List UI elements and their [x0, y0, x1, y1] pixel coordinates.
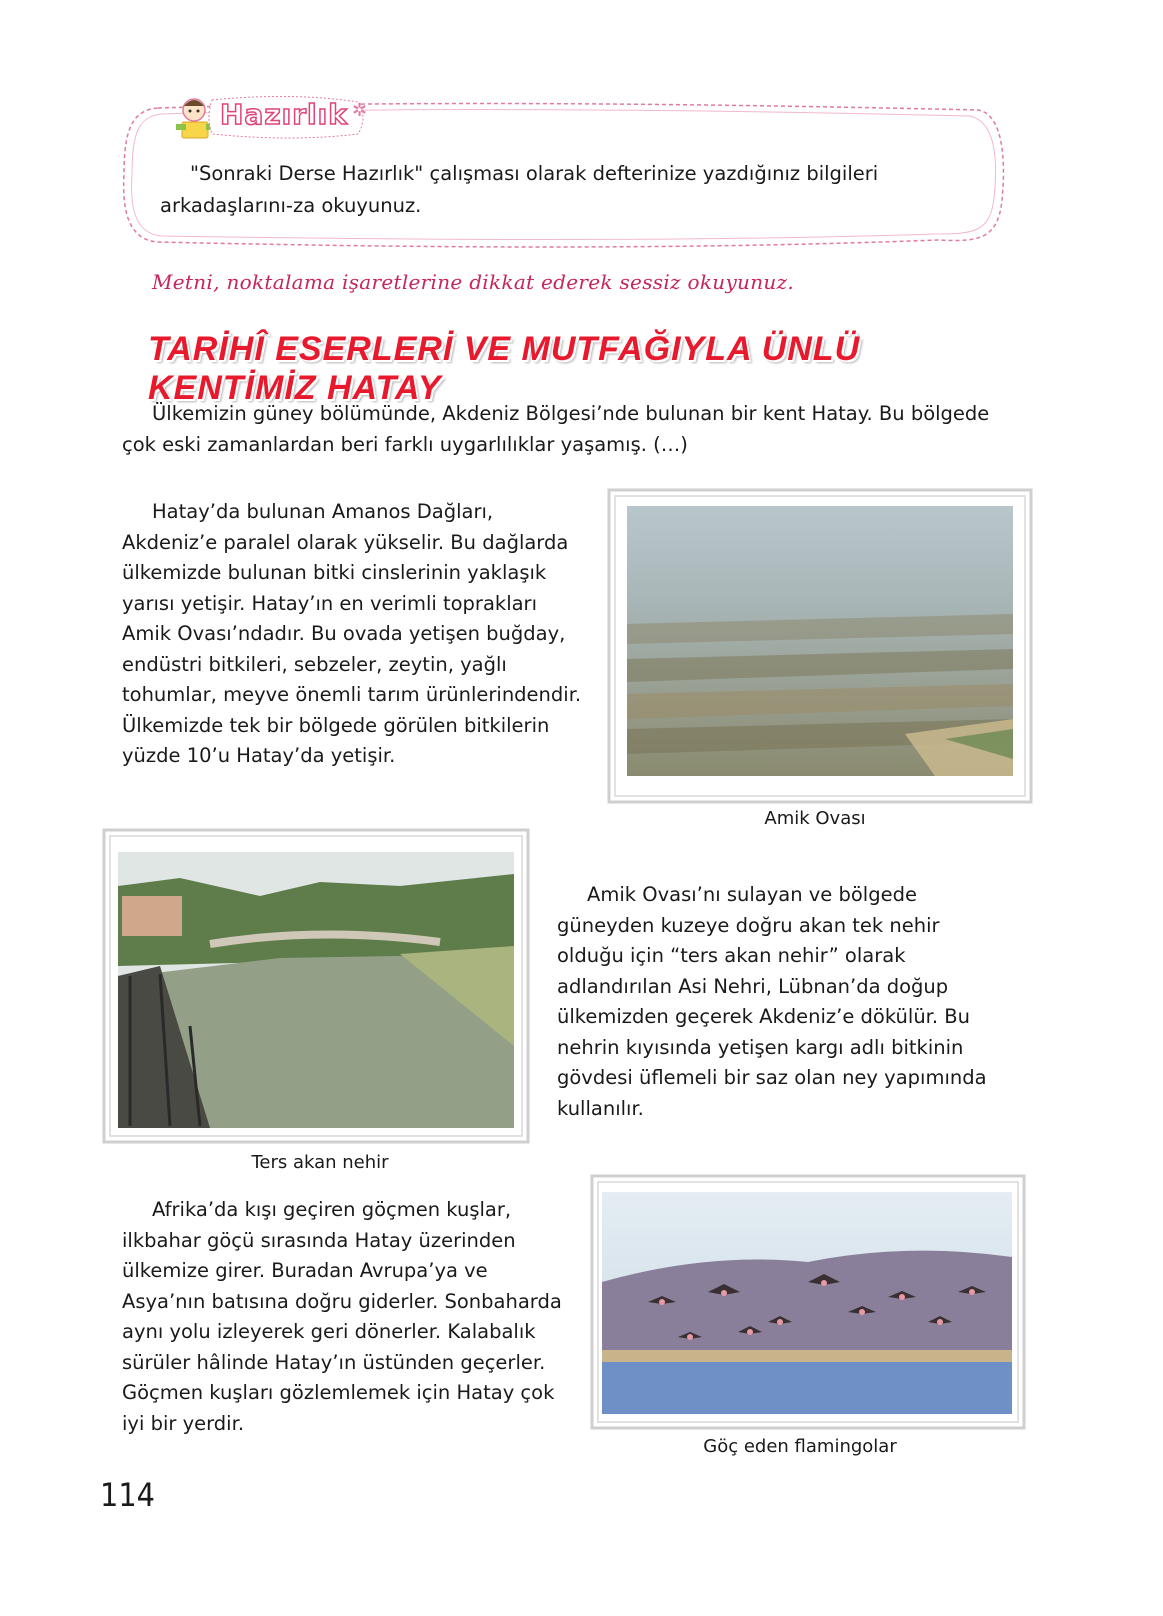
- page-title: TARİHÎ ESERLERİ VE MUTFAĞIYLA ÜNLÜ KENTİMİZ HATAY: [148, 330, 861, 407]
- reading-instruction: Metni, noktalama işaretlerine dikkat ederek sessiz okuyunuz.: [152, 270, 795, 294]
- sparkle-icon: ✲: [352, 100, 368, 121]
- paragraph-intro: Ülkemizin güney bölümünde, Akdeniz Bölgesi’nde bulunan bir kent Hatay. Bu bölgede çok eski zamanlardan beri farklı uygarlılıklar yaşamış. (…): [122, 402, 990, 456]
- caption-asi-river: Ters akan nehir: [251, 1152, 389, 1173]
- paragraph-migrating-birds: Afrika’da kışı geçiren göçmen kuşlar, ilkbahar göçü sırasında Hatay üzerinden ülkemize girer. Buradan Avrupa’ya ve Asya’nın batısına doğru giderler. Sonbaharda aynı yolu izleyerek geri dönerler. Kalabalık sürüler hâlinde Hatay’ın üstünden geçerler. Göçmen kuşları gözlemlemek için Hatay çok iyi bir yerdir.: [122, 1198, 562, 1435]
- photo-flamingos: [588, 1172, 1028, 1432]
- paragraph-amanos: Hatay’da bulunan Amanos Dağları, Akdeniz’e paralel olarak yükselir. Bu dağlarda ülkemizde bulunan bitki cinslerinin yaklaşık yarısı yetişir. Hatay’ın en verimli toprakları Amik Ovası’ndadır. Bu ovada yetişen buğday, endüstri bitkileri, sebzeler, zeytin, yağlı tohumlar, meyve önemli tarım ürünlerindendir. Ülkemizde tek bir bölgede görülen bitkilerin yüzde 10’u Hatay’da yetişir.: [122, 500, 582, 767]
- page-number: 114: [100, 1476, 155, 1514]
- caption-amik-plain: Amik Ovası: [764, 808, 866, 829]
- preparation-badge-label: Hazırlık: [220, 98, 348, 131]
- paragraph-asi-river: Amik Ovası’nı sulayan ve bölgede güneyden kuzeye doğru akan tek nehir olduğu için “ters akan nehir” olarak adlandırılan Asi Nehri, Lübnan’da doğup ülkemizden geçerek Akdeniz’e dökülür. Bu nehrin kıyısında yetişen kargı adlı bitkinin gövdesi üflemeli bir saz olan ney yapımında kullanılır.: [557, 883, 987, 1120]
- preparation-badge: [172, 94, 372, 144]
- photo-asi-river: [100, 826, 532, 1146]
- caption-flamingos: Göç eden flamingolar: [703, 1436, 897, 1457]
- photo-amik-plain: [605, 484, 1035, 808]
- preparation-text: "Sonraki Derse Hazırlık" çalışması olarak defterinize yazdığınız bilgileri arkadaşlarını-za okuyunuz.: [160, 162, 879, 217]
